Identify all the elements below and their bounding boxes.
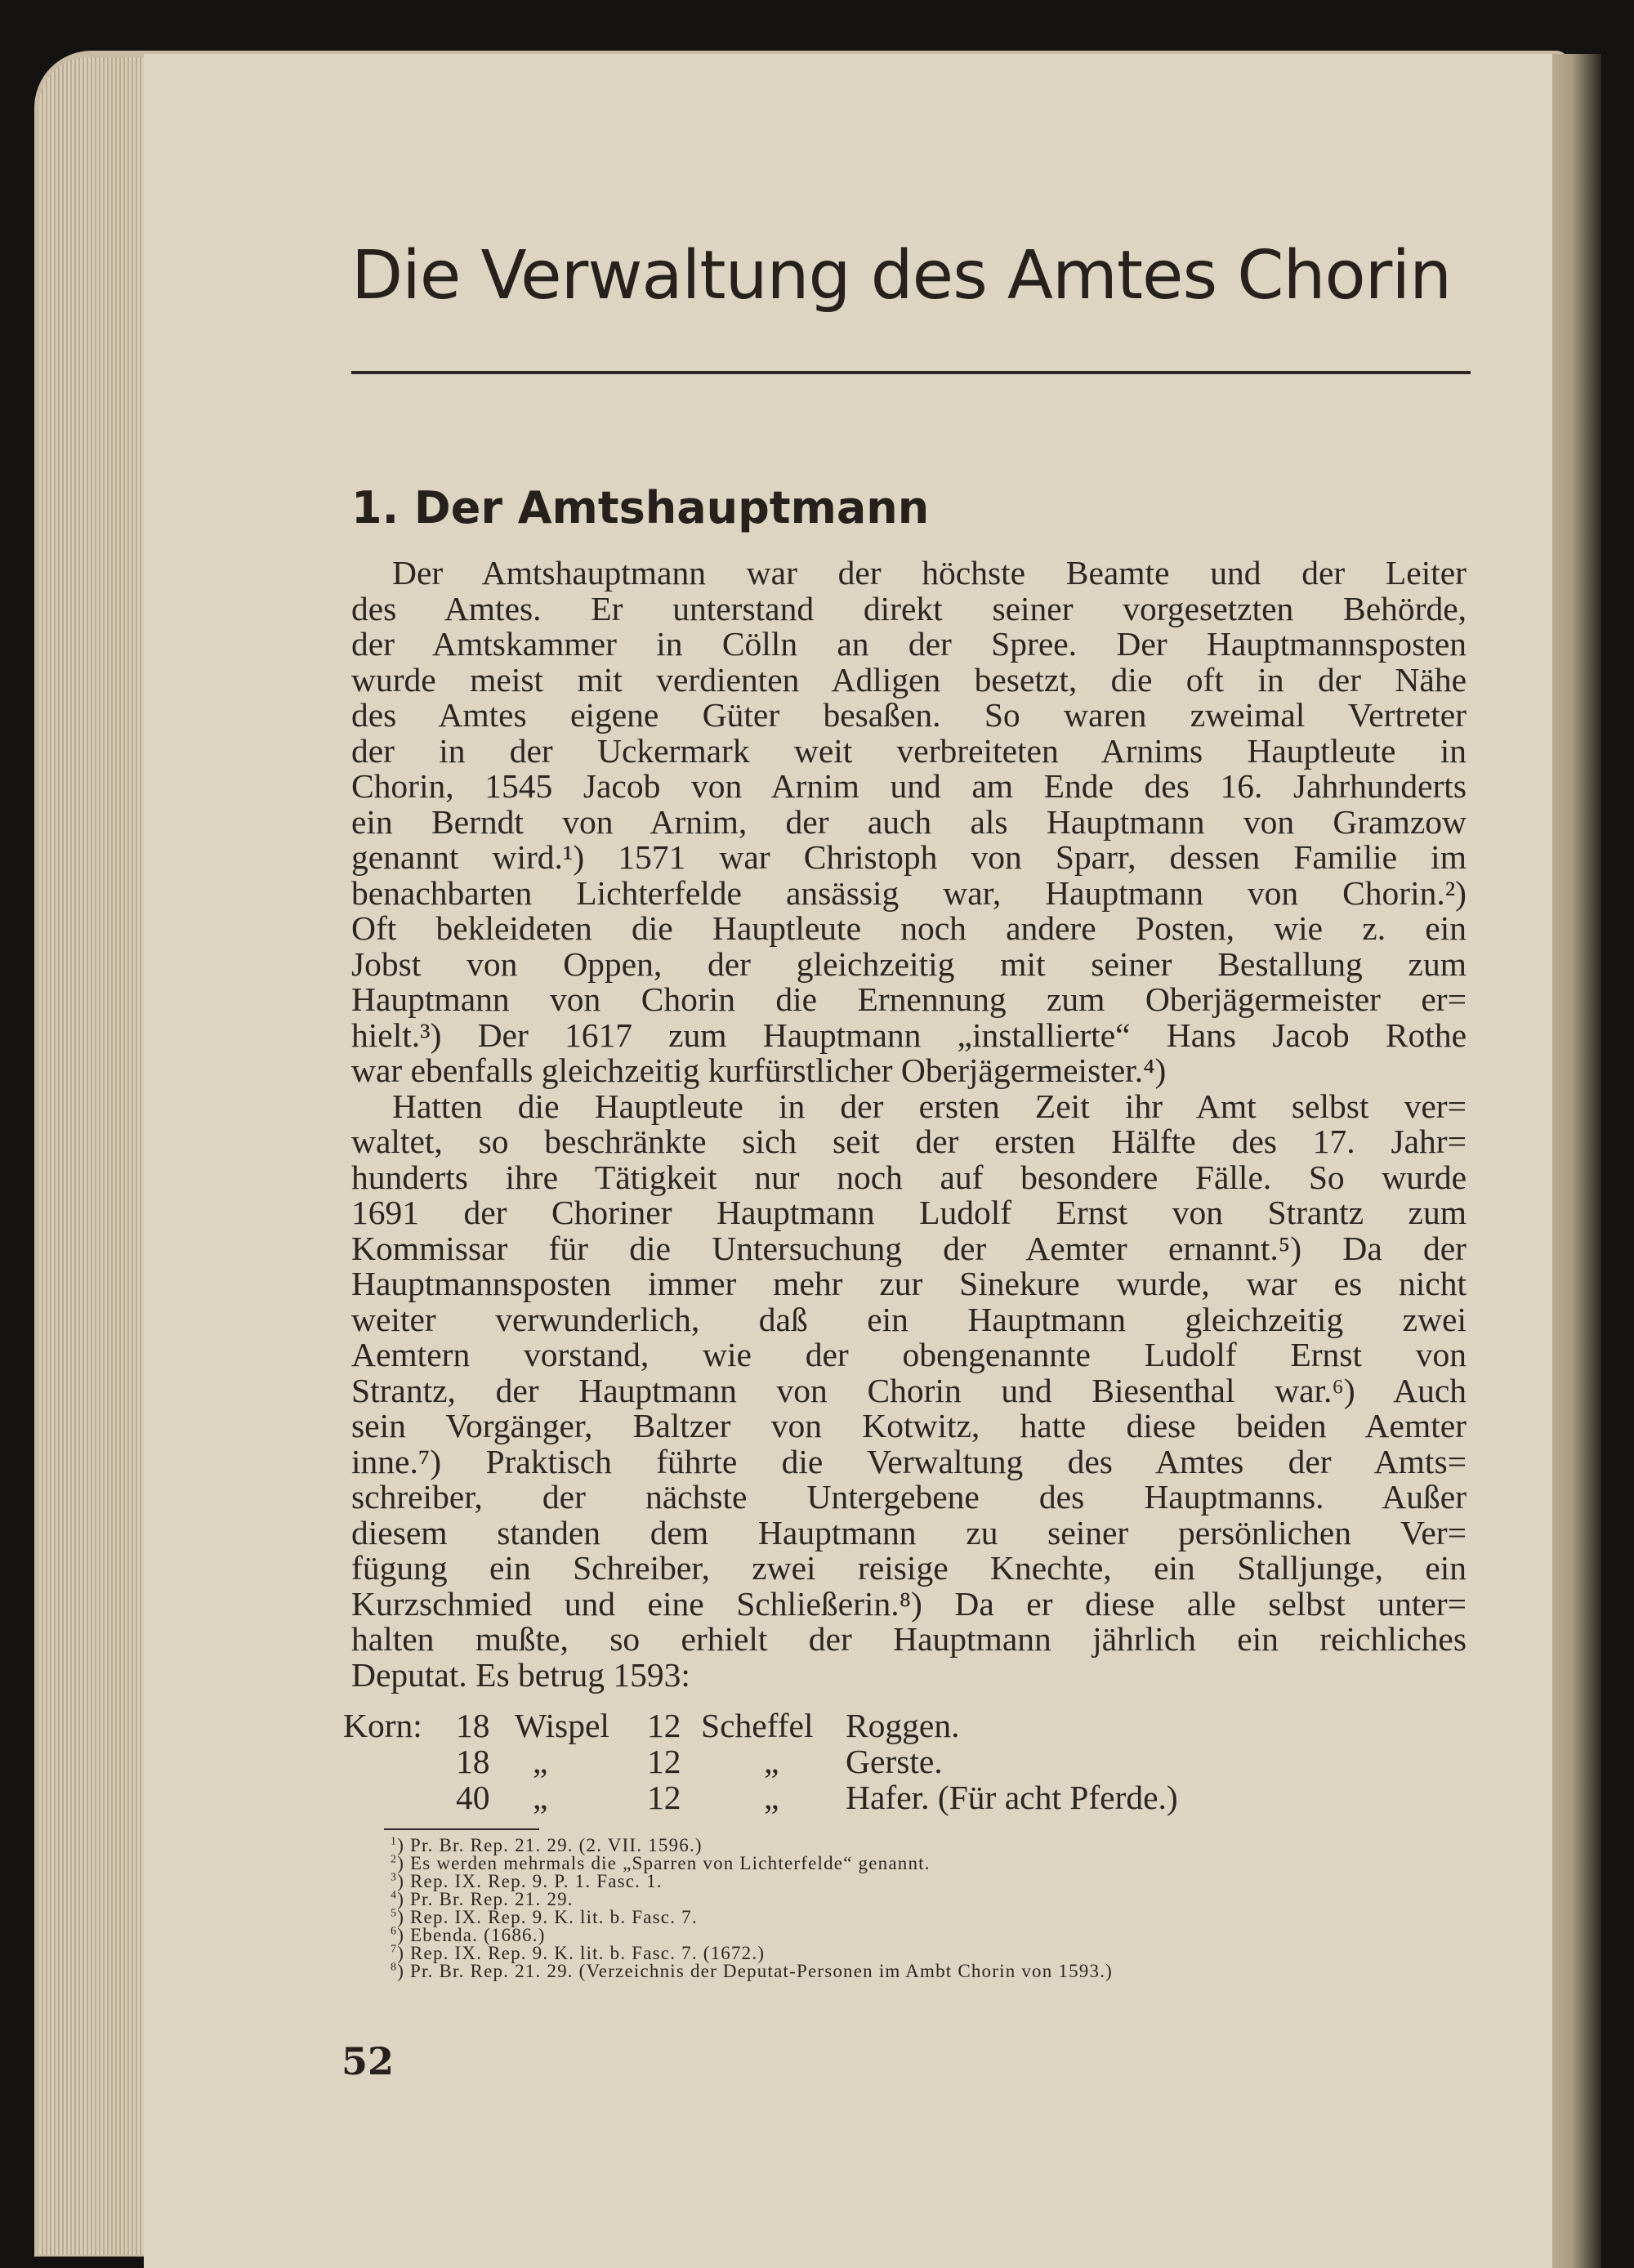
deputat-wispel-unit: Wispel [515, 1707, 609, 1744]
text-line: hunderts ihre Tätigkeit nur noch auf besondere Fälle. So wurde [351, 1158, 1467, 1196]
deputat-grain: Roggen. [846, 1707, 960, 1744]
footnote: $^8$) Pr. Br. Rep. 21. 29. (Verzeichnis der Deputat-Personen im Ambt Chorin von 1593.) [391, 1961, 1114, 1981]
text-line: Aemtern vorstand, wie der obengenannte Ludolf Ernst von [351, 1336, 1467, 1373]
text-line: Deputat. Es betrug 1593: [351, 1655, 690, 1694]
footnote: $^1$) Pr. Br. Rep. 21. 29. (2. VII. 1596.) [391, 1835, 703, 1855]
text-line: war ebenfalls gleichzeitig kurfürstlicher Oberjägermeister.⁴) [351, 1051, 1167, 1089]
footnote: $^4$) Pr. Br. Rep. 21. 29. [391, 1889, 574, 1909]
deputat-scheffel: 12 [647, 1707, 681, 1744]
text-line: der in der Uckermark weit verbreiteten Arnims Hauptleute in [351, 731, 1467, 770]
footnote: $^6$) Ebenda. (1686.) [391, 1925, 546, 1945]
deputat-wispel: 18 [456, 1743, 490, 1780]
deputat-scheffel: 12 [647, 1743, 681, 1780]
text-line: Jobst von Oppen, der gleichzeitig mit seiner Bestallung zum [351, 944, 1467, 983]
text-line: Hauptmann von Chorin die Ernennung zum Oberjägermeister er= [351, 980, 1467, 1018]
deputat-wispel-unit: „ [533, 1779, 548, 1816]
page-title: Die Verwaltung des Amtes Chorin [351, 237, 1452, 315]
text-line: Chorin, 1545 Jacob von Arnim und am Ende des 16. Jahrhunderts [351, 767, 1467, 805]
body-text [351, 556, 1467, 1693]
page-gutter [1552, 54, 1601, 2268]
text-line: Hatten die Hauptleute in der ersten Zeit ihr Amt selbst ver= [392, 1087, 1467, 1125]
text-line: benachbarten Lichterfelde ansässig war, Hauptmann von Chorin.²) [351, 873, 1467, 912]
text-line: waltet, so beschränkte sich seit der ersten Hälfte des 17. Jahr= [351, 1123, 1467, 1160]
text-line: hielt.³) Der 1617 zum Hauptmann „installierte“ Hans Jacob Rothe [351, 1016, 1467, 1054]
paragraph-1 [351, 556, 1467, 1089]
deputat-grain: Gerste. [846, 1743, 943, 1780]
text-line: 1691 der Choriner Hauptmann Ludolf Ernst von Strantz zum [351, 1194, 1467, 1231]
footnote-rule [384, 1828, 539, 1830]
deputat-label: Korn: [343, 1707, 422, 1744]
text-line: schreiber, der nächste Untergebene des Hauptmanns. Außer [351, 1478, 1467, 1516]
title-rule [351, 371, 1471, 374]
text-line: inne.⁷) Praktisch führte die Verwaltung des Amtes der Amts= [351, 1442, 1467, 1480]
text-line: halten mußte, so erhielt der Hauptmann jährlich ein reichliches [351, 1620, 1467, 1658]
text-line: Hauptmannsposten immer mehr zur Sinekure wurde, war es nicht [351, 1265, 1467, 1302]
text-line: genannt wird.¹) 1571 war Christoph von Sparr, dessen Familie im [351, 838, 1467, 876]
text-line: des Amtes eigene Güter besaßen. So waren zweimal Vertreter [351, 696, 1467, 734]
page-stack [39, 57, 145, 2255]
deputat-wispel-unit: „ [533, 1743, 548, 1780]
text-line: fügung ein Schreiber, zwei reisige Knechte, ein Stalljunge, ein [351, 1549, 1467, 1587]
deputat-scheffel-unit: Scheffel [701, 1707, 814, 1744]
text-line: Oft bekleideten die Hauptleute noch andere Posten, wie z. ein [351, 909, 1467, 947]
footnote: $^7$) Rep. IX. Rep. 9. K. lit. b. Fasc. 7. (1672.) [391, 1943, 766, 1963]
deputat-grain: Hafer. (Für acht Pferde.) [846, 1779, 1178, 1816]
deputat-scheffel-unit: „ [764, 1779, 779, 1816]
text-line: Strantz, der Hauptmann von Chorin und Biesenthal war.⁶) Auch [351, 1371, 1467, 1409]
text-line: Kommissar für die Untersuchung der Aemter ernannt.⁵) Da der [351, 1229, 1467, 1267]
paragraph-2 [351, 1089, 1467, 1694]
deputat-wispel: 40 [456, 1779, 490, 1816]
deputat-wispel: 18 [456, 1707, 490, 1744]
footnote: $^5$) Rep. IX. Rep. 9. K. lit. b. Fasc. 7. [391, 1907, 698, 1927]
section-heading: 1. Der Amtshauptmann [351, 482, 930, 534]
footnote: $^3$) Rep. IX. Rep. 9. P. 1. Fasc. 1. [391, 1871, 663, 1891]
text-line: diesem standen dem Hauptmann zu seiner persönlichen Ver= [351, 1513, 1467, 1551]
footnotes [391, 1837, 1113, 1980]
footnote: $^2$) Es werden mehrmals die „Sparren von Lichterfelde“ genannt. [391, 1853, 931, 1873]
text-line: wurde meist mit verdienten Adligen besetzt, die oft in der Nähe [351, 660, 1467, 699]
deputat-scheffel: 12 [647, 1779, 681, 1816]
text-line: sein Vorgänger, Baltzer von Kotwitz, hatte diese beiden Aemter [351, 1407, 1467, 1444]
text-line: Der Amtshauptmann war der höchste Beamte und der Leiter [392, 554, 1467, 592]
page-number: 52 [342, 2039, 395, 2083]
text-line: weiter verwunderlich, daß ein Hauptmann gleichzeitig zwei [351, 1300, 1467, 1338]
text-line: der Amtskammer in Cölln an der Spree. Der Hauptmannsposten [351, 625, 1467, 663]
text-line: ein Berndt von Arnim, der auch als Hauptmann von Gramzow [351, 802, 1467, 841]
text-line: des Amtes. Er unterstand direkt seiner vorgesetzten Behörde, [351, 589, 1467, 627]
deputat-scheffel-unit: „ [764, 1743, 779, 1780]
text-line: Kurzschmied und eine Schließerin.⁸) Da er diese alle selbst unter= [351, 1584, 1467, 1623]
